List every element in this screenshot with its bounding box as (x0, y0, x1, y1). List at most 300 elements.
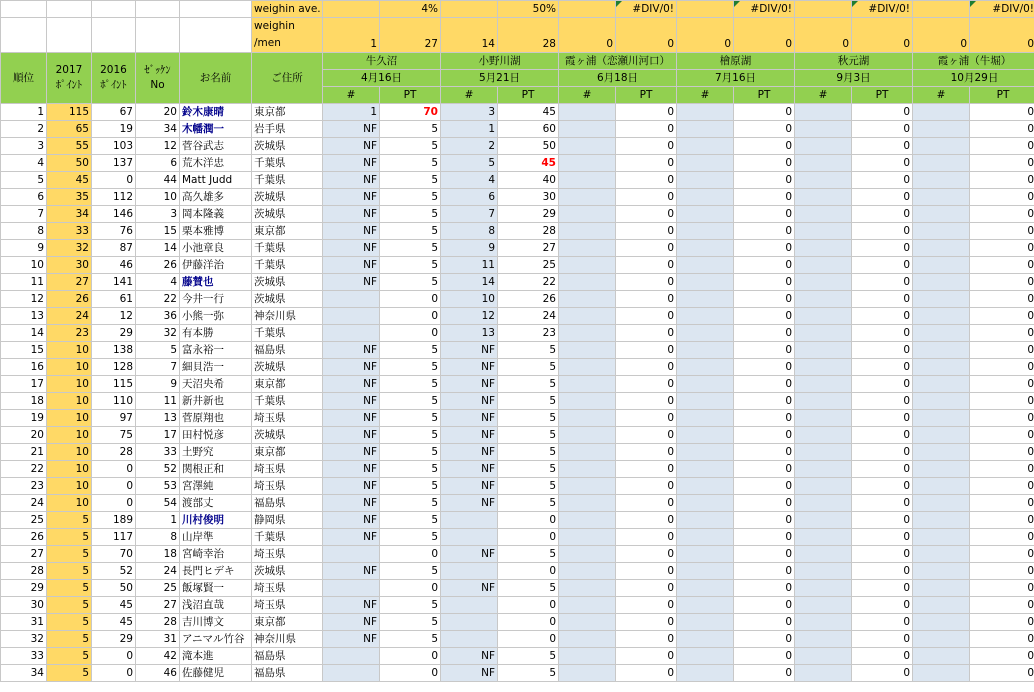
event6-place-cell[interactable] (913, 376, 970, 393)
rank-cell[interactable]: 9 (1, 240, 47, 257)
bib-cell[interactable]: 10 (136, 189, 180, 206)
event3-place-cell[interactable] (559, 376, 616, 393)
event5-place-cell[interactable] (795, 240, 852, 257)
bib-cell[interactable]: 8 (136, 529, 180, 546)
event4-pt-cell[interactable]: 0 (734, 461, 795, 478)
event2-pt-cell[interactable]: 5 (498, 342, 559, 359)
event4-pt-cell[interactable]: 0 (734, 189, 795, 206)
points-2017-cell[interactable]: 10 (47, 359, 92, 376)
event6-place-cell[interactable] (913, 274, 970, 291)
event1-pt-cell[interactable]: 5 (380, 223, 441, 240)
event1-place-cell[interactable] (323, 648, 380, 665)
points-2016-cell[interactable]: 61 (92, 291, 136, 308)
event4-place-cell[interactable] (677, 512, 734, 529)
address-cell[interactable]: 福島県 (252, 648, 323, 665)
points-2017-cell[interactable]: 10 (47, 376, 92, 393)
event1-place-cell[interactable] (323, 546, 380, 563)
event3-place-cell[interactable] (559, 546, 616, 563)
event6-pt-cell[interactable]: 0 (970, 580, 1034, 597)
points-2017-cell[interactable]: 10 (47, 461, 92, 478)
rank-cell[interactable]: 17 (1, 376, 47, 393)
event1-pt-cell[interactable]: 5 (380, 529, 441, 546)
event2-place-cell[interactable]: NF (441, 359, 498, 376)
points-2017-cell[interactable]: 5 (47, 563, 92, 580)
weighin-men-total[interactable]: 0 (734, 18, 795, 53)
blank-cell[interactable] (47, 18, 92, 53)
bib-cell[interactable]: 25 (136, 580, 180, 597)
event3-pt-cell[interactable]: 0 (616, 274, 677, 291)
bib-cell[interactable]: 33 (136, 444, 180, 461)
points-2017-cell[interactable]: 35 (47, 189, 92, 206)
event1-place-cell[interactable]: NF (323, 410, 380, 427)
event5-place-cell[interactable] (795, 206, 852, 223)
event3-pt-cell[interactable]: 0 (616, 291, 677, 308)
event5-place-cell[interactable] (795, 427, 852, 444)
header-pt[interactable]: PT (616, 87, 677, 104)
event6-pt-cell[interactable]: 0 (970, 546, 1034, 563)
event5-pt-cell[interactable]: 0 (852, 325, 913, 342)
event5-pt-cell[interactable]: 0 (852, 359, 913, 376)
event2-pt-cell[interactable]: 5 (498, 410, 559, 427)
event4-pt-cell[interactable]: 0 (734, 614, 795, 631)
event4-place-cell[interactable] (677, 257, 734, 274)
event6-pt-cell[interactable]: 0 (970, 376, 1034, 393)
event6-pt-cell[interactable]: 0 (970, 274, 1034, 291)
address-cell[interactable]: 茨城県 (252, 291, 323, 308)
bib-cell[interactable]: 46 (136, 665, 180, 682)
event3-pt-cell[interactable]: 0 (616, 478, 677, 495)
points-2016-cell[interactable]: 19 (92, 121, 136, 138)
event5-place-cell[interactable] (795, 155, 852, 172)
event1-place-cell[interactable]: NF (323, 138, 380, 155)
points-2016-cell[interactable]: 29 (92, 631, 136, 648)
event1-place-cell[interactable]: NF (323, 631, 380, 648)
event2-pt-cell[interactable]: 5 (498, 427, 559, 444)
event4-pt-cell[interactable]: 0 (734, 563, 795, 580)
event4-pt-cell[interactable]: 0 (734, 104, 795, 121)
event4-pt-cell[interactable]: 0 (734, 427, 795, 444)
event5-pt-cell[interactable]: 0 (852, 444, 913, 461)
bib-cell[interactable]: 44 (136, 172, 180, 189)
event-place[interactable]: 秋元湖 (795, 53, 913, 70)
event2-pt-cell[interactable]: 5 (498, 580, 559, 597)
event5-place-cell[interactable] (795, 172, 852, 189)
points-2016-cell[interactable]: 0 (92, 172, 136, 189)
event1-place-cell[interactable]: NF (323, 342, 380, 359)
event6-pt-cell[interactable]: 0 (970, 359, 1034, 376)
event5-place-cell[interactable] (795, 393, 852, 410)
event1-place-cell[interactable] (323, 291, 380, 308)
rank-cell[interactable]: 11 (1, 274, 47, 291)
event1-pt-cell[interactable]: 0 (380, 308, 441, 325)
event3-place-cell[interactable] (559, 223, 616, 240)
event1-place-cell[interactable] (323, 665, 380, 682)
bib-cell[interactable]: 15 (136, 223, 180, 240)
event2-pt-cell[interactable]: 24 (498, 308, 559, 325)
points-2016-cell[interactable]: 29 (92, 325, 136, 342)
points-2017-cell[interactable]: 10 (47, 478, 92, 495)
event2-pt-cell[interactable]: 25 (498, 257, 559, 274)
event2-pt-cell[interactable]: 5 (498, 461, 559, 478)
rank-cell[interactable]: 29 (1, 580, 47, 597)
bib-cell[interactable]: 12 (136, 138, 180, 155)
address-cell[interactable]: 東京都 (252, 104, 323, 121)
event6-place-cell[interactable] (913, 257, 970, 274)
event3-place-cell[interactable] (559, 631, 616, 648)
event5-pt-cell[interactable]: 0 (852, 155, 913, 172)
event5-place-cell[interactable] (795, 121, 852, 138)
event2-pt-cell[interactable]: 5 (498, 648, 559, 665)
event6-pt-cell[interactable]: 0 (970, 495, 1034, 512)
points-2016-cell[interactable]: 141 (92, 274, 136, 291)
points-2016-cell[interactable]: 128 (92, 359, 136, 376)
event3-pt-cell[interactable]: 0 (616, 546, 677, 563)
event5-pt-cell[interactable]: 0 (852, 308, 913, 325)
blank-cell[interactable] (136, 18, 180, 53)
event2-place-cell[interactable]: 4 (441, 172, 498, 189)
event1-pt-cell[interactable]: 0 (380, 291, 441, 308)
points-2017-cell[interactable]: 30 (47, 257, 92, 274)
address-cell[interactable]: 埼玉県 (252, 410, 323, 427)
points-2017-cell[interactable]: 65 (47, 121, 92, 138)
event2-pt-cell[interactable]: 5 (498, 393, 559, 410)
rank-cell[interactable]: 3 (1, 138, 47, 155)
event2-pt-cell[interactable]: 50 (498, 138, 559, 155)
event6-place-cell[interactable] (913, 478, 970, 495)
event5-place-cell[interactable] (795, 580, 852, 597)
rank-cell[interactable]: 33 (1, 648, 47, 665)
weighin-ave-value[interactable]: #DIV/0! (852, 1, 913, 18)
event4-pt-cell[interactable]: 0 (734, 325, 795, 342)
event6-place-cell[interactable] (913, 444, 970, 461)
event2-place-cell[interactable]: 3 (441, 104, 498, 121)
event3-place-cell[interactable] (559, 104, 616, 121)
event2-place-cell[interactable]: NF (441, 648, 498, 665)
event1-place-cell[interactable] (323, 308, 380, 325)
event-place[interactable]: 檜原湖 (677, 53, 795, 70)
event2-pt-cell[interactable]: 0 (498, 563, 559, 580)
name-cell[interactable]: 土野究 (180, 444, 252, 461)
event5-place-cell[interactable] (795, 665, 852, 682)
event4-place-cell[interactable] (677, 155, 734, 172)
event-date[interactable]: 6月18日 (559, 70, 677, 87)
event5-pt-cell[interactable]: 0 (852, 631, 913, 648)
event6-pt-cell[interactable]: 0 (970, 189, 1034, 206)
rank-cell[interactable]: 14 (1, 325, 47, 342)
event5-place-cell[interactable] (795, 257, 852, 274)
bib-cell[interactable]: 36 (136, 308, 180, 325)
address-cell[interactable]: 福島県 (252, 495, 323, 512)
header-pt[interactable]: PT (970, 87, 1034, 104)
event6-place-cell[interactable] (913, 189, 970, 206)
bib-cell[interactable]: 3 (136, 206, 180, 223)
event5-place-cell[interactable] (795, 223, 852, 240)
weighin-ave-value[interactable]: #DIV/0! (616, 1, 677, 18)
event1-pt-cell[interactable]: 5 (380, 478, 441, 495)
points-2016-cell[interactable]: 97 (92, 410, 136, 427)
rank-cell[interactable]: 8 (1, 223, 47, 240)
rank-cell[interactable]: 18 (1, 393, 47, 410)
event2-place-cell[interactable]: 6 (441, 189, 498, 206)
name-cell[interactable]: 鈴木康晴 (180, 104, 252, 121)
rank-cell[interactable]: 23 (1, 478, 47, 495)
event1-place-cell[interactable] (323, 325, 380, 342)
name-cell[interactable]: 細貝浩一 (180, 359, 252, 376)
event1-pt-cell[interactable]: 5 (380, 155, 441, 172)
event4-place-cell[interactable] (677, 274, 734, 291)
event4-pt-cell[interactable]: 0 (734, 393, 795, 410)
event1-pt-cell[interactable]: 70 (380, 104, 441, 121)
event4-pt-cell[interactable]: 0 (734, 631, 795, 648)
event2-place-cell[interactable] (441, 614, 498, 631)
address-cell[interactable]: 埼玉県 (252, 546, 323, 563)
event4-pt-cell[interactable]: 0 (734, 376, 795, 393)
weighin-ave-blank[interactable] (559, 1, 616, 18)
name-cell[interactable]: 藤賛也 (180, 274, 252, 291)
event5-pt-cell[interactable]: 0 (852, 376, 913, 393)
bib-cell[interactable]: 9 (136, 376, 180, 393)
points-2016-cell[interactable]: 87 (92, 240, 136, 257)
event3-pt-cell[interactable]: 0 (616, 342, 677, 359)
event4-pt-cell[interactable]: 0 (734, 274, 795, 291)
event3-pt-cell[interactable]: 0 (616, 121, 677, 138)
event2-pt-cell[interactable]: 0 (498, 512, 559, 529)
event-date[interactable]: 9月3日 (795, 70, 913, 87)
rank-cell[interactable]: 5 (1, 172, 47, 189)
event5-place-cell[interactable] (795, 495, 852, 512)
weighin-ave-value[interactable]: #DIV/0! (734, 1, 795, 18)
event3-place-cell[interactable] (559, 172, 616, 189)
event4-pt-cell[interactable]: 0 (734, 665, 795, 682)
event6-pt-cell[interactable]: 0 (970, 104, 1034, 121)
bib-cell[interactable]: 5 (136, 342, 180, 359)
event2-place-cell[interactable] (441, 597, 498, 614)
event1-pt-cell[interactable]: 0 (380, 665, 441, 682)
rank-cell[interactable]: 20 (1, 427, 47, 444)
event3-place-cell[interactable] (559, 512, 616, 529)
event6-place-cell[interactable] (913, 223, 970, 240)
event5-place-cell[interactable] (795, 325, 852, 342)
event1-pt-cell[interactable]: 5 (380, 631, 441, 648)
event3-place-cell[interactable] (559, 495, 616, 512)
event2-place-cell[interactable]: NF (441, 665, 498, 682)
event3-place-cell[interactable] (559, 648, 616, 665)
name-cell[interactable]: 菅谷武志 (180, 138, 252, 155)
event1-place-cell[interactable]: NF (323, 121, 380, 138)
event1-pt-cell[interactable]: 5 (380, 444, 441, 461)
event3-place-cell[interactable] (559, 257, 616, 274)
event6-pt-cell[interactable]: 0 (970, 308, 1034, 325)
event2-pt-cell[interactable]: 0 (498, 597, 559, 614)
weighin-men-total[interactable]: 0 (616, 18, 677, 53)
event4-pt-cell[interactable]: 0 (734, 155, 795, 172)
rank-cell[interactable]: 7 (1, 206, 47, 223)
blank-cell[interactable] (92, 18, 136, 53)
event2-pt-cell[interactable]: 0 (498, 631, 559, 648)
event6-pt-cell[interactable]: 0 (970, 393, 1034, 410)
event5-place-cell[interactable] (795, 410, 852, 427)
event2-pt-cell[interactable]: 27 (498, 240, 559, 257)
event1-pt-cell[interactable]: 5 (380, 410, 441, 427)
event5-pt-cell[interactable]: 0 (852, 648, 913, 665)
address-cell[interactable]: 東京都 (252, 614, 323, 631)
points-2016-cell[interactable]: 117 (92, 529, 136, 546)
name-cell[interactable]: 関根正和 (180, 461, 252, 478)
rank-cell[interactable]: 10 (1, 257, 47, 274)
address-cell[interactable]: 東京都 (252, 444, 323, 461)
points-2016-cell[interactable]: 0 (92, 478, 136, 495)
event2-pt-cell[interactable]: 5 (498, 478, 559, 495)
event2-place-cell[interactable]: 9 (441, 240, 498, 257)
bib-cell[interactable]: 17 (136, 427, 180, 444)
event4-place-cell[interactable] (677, 495, 734, 512)
event5-pt-cell[interactable]: 0 (852, 104, 913, 121)
name-cell[interactable]: 佐藤健児 (180, 665, 252, 682)
weighin-men-total[interactable]: 27 (380, 18, 441, 53)
points-2017-cell[interactable]: 5 (47, 648, 92, 665)
event1-place-cell[interactable]: NF (323, 155, 380, 172)
event5-place-cell[interactable] (795, 529, 852, 546)
event3-pt-cell[interactable]: 0 (616, 648, 677, 665)
event3-place-cell[interactable] (559, 614, 616, 631)
header-place-hash[interactable]: # (913, 87, 970, 104)
event3-place-cell[interactable] (559, 206, 616, 223)
event4-pt-cell[interactable]: 0 (734, 580, 795, 597)
event1-place-cell[interactable]: NF (323, 529, 380, 546)
event1-pt-cell[interactable]: 5 (380, 393, 441, 410)
address-cell[interactable]: 千葉県 (252, 172, 323, 189)
event6-place-cell[interactable] (913, 427, 970, 444)
event4-pt-cell[interactable]: 0 (734, 478, 795, 495)
event4-place-cell[interactable] (677, 461, 734, 478)
event3-place-cell[interactable] (559, 138, 616, 155)
address-cell[interactable]: 東京都 (252, 376, 323, 393)
points-2016-cell[interactable]: 112 (92, 189, 136, 206)
points-2017-cell[interactable]: 23 (47, 325, 92, 342)
event6-pt-cell[interactable]: 0 (970, 342, 1034, 359)
event4-place-cell[interactable] (677, 223, 734, 240)
event1-pt-cell[interactable]: 5 (380, 206, 441, 223)
rank-cell[interactable]: 34 (1, 665, 47, 682)
points-2016-cell[interactable]: 45 (92, 614, 136, 631)
header-place-hash[interactable]: # (441, 87, 498, 104)
event6-pt-cell[interactable]: 0 (970, 206, 1034, 223)
rank-cell[interactable]: 28 (1, 563, 47, 580)
blank-cell[interactable] (47, 1, 92, 18)
event4-place-cell[interactable] (677, 665, 734, 682)
bib-cell[interactable]: 7 (136, 359, 180, 376)
name-cell[interactable]: 滝本進 (180, 648, 252, 665)
points-2017-cell[interactable]: 5 (47, 512, 92, 529)
event6-pt-cell[interactable]: 0 (970, 121, 1034, 138)
event2-place-cell[interactable]: NF (441, 342, 498, 359)
event4-place-cell[interactable] (677, 291, 734, 308)
event-date[interactable]: 7月16日 (677, 70, 795, 87)
points-2016-cell[interactable]: 70 (92, 546, 136, 563)
address-cell[interactable]: 茨城県 (252, 274, 323, 291)
event4-place-cell[interactable] (677, 189, 734, 206)
bib-cell[interactable]: 52 (136, 461, 180, 478)
event-date[interactable]: 4月16日 (323, 70, 441, 87)
event6-place-cell[interactable] (913, 563, 970, 580)
weighin-men-count[interactable]: 0 (677, 18, 734, 53)
event4-pt-cell[interactable]: 0 (734, 512, 795, 529)
event1-place-cell[interactable]: NF (323, 427, 380, 444)
points-2016-cell[interactable]: 12 (92, 308, 136, 325)
event6-pt-cell[interactable]: 0 (970, 444, 1034, 461)
event4-place-cell[interactable] (677, 631, 734, 648)
event4-pt-cell[interactable]: 0 (734, 138, 795, 155)
event1-pt-cell[interactable]: 5 (380, 614, 441, 631)
event4-pt-cell[interactable]: 0 (734, 172, 795, 189)
event6-pt-cell[interactable]: 0 (970, 410, 1034, 427)
event6-place-cell[interactable] (913, 172, 970, 189)
event-place[interactable]: 霞ヶ浦（恋瀬川河口） (559, 53, 677, 70)
event1-pt-cell[interactable]: 5 (380, 240, 441, 257)
event6-place-cell[interactable] (913, 155, 970, 172)
weighin-men-label[interactable]: weighin /men (252, 18, 323, 53)
points-2016-cell[interactable]: 146 (92, 206, 136, 223)
event2-place-cell[interactable]: 14 (441, 274, 498, 291)
event3-pt-cell[interactable]: 0 (616, 359, 677, 376)
points-2017-cell[interactable]: 33 (47, 223, 92, 240)
name-cell[interactable]: Matt Judd (180, 172, 252, 189)
event5-place-cell[interactable] (795, 461, 852, 478)
event3-place-cell[interactable] (559, 563, 616, 580)
event3-place-cell[interactable] (559, 393, 616, 410)
name-cell[interactable]: 川村俊明 (180, 512, 252, 529)
event1-pt-cell[interactable]: 5 (380, 461, 441, 478)
event5-pt-cell[interactable]: 0 (852, 172, 913, 189)
address-cell[interactable]: 埼玉県 (252, 478, 323, 495)
event2-place-cell[interactable]: NF (441, 376, 498, 393)
event1-place-cell[interactable]: NF (323, 614, 380, 631)
event1-pt-cell[interactable]: 5 (380, 274, 441, 291)
event3-pt-cell[interactable]: 0 (616, 257, 677, 274)
name-cell[interactable]: 渡部丈 (180, 495, 252, 512)
event6-place-cell[interactable] (913, 597, 970, 614)
address-cell[interactable]: 埼玉県 (252, 461, 323, 478)
event5-place-cell[interactable] (795, 359, 852, 376)
name-cell[interactable]: 天沼央希 (180, 376, 252, 393)
address-cell[interactable]: 福島県 (252, 342, 323, 359)
event4-place-cell[interactable] (677, 376, 734, 393)
event5-place-cell[interactable] (795, 444, 852, 461)
points-2017-cell[interactable]: 50 (47, 155, 92, 172)
rank-cell[interactable]: 19 (1, 410, 47, 427)
address-cell[interactable]: 茨城県 (252, 138, 323, 155)
points-2017-cell[interactable]: 5 (47, 665, 92, 682)
name-cell[interactable]: 吉川博文 (180, 614, 252, 631)
event6-place-cell[interactable] (913, 461, 970, 478)
event1-place-cell[interactable]: NF (323, 172, 380, 189)
event2-pt-cell[interactable]: 0 (498, 614, 559, 631)
blank-cell[interactable] (136, 1, 180, 18)
event3-place-cell[interactable] (559, 529, 616, 546)
event6-pt-cell[interactable]: 0 (970, 563, 1034, 580)
name-cell[interactable]: 浅沼直哉 (180, 597, 252, 614)
event1-pt-cell[interactable]: 5 (380, 359, 441, 376)
name-cell[interactable]: 山岸準 (180, 529, 252, 546)
event1-pt-cell[interactable]: 5 (380, 121, 441, 138)
address-cell[interactable]: 静岡県 (252, 512, 323, 529)
event3-pt-cell[interactable]: 0 (616, 172, 677, 189)
header-2016-points[interactable]: 2016 ﾎﾟｲﾝﾄ (92, 53, 136, 104)
event2-pt-cell[interactable]: 22 (498, 274, 559, 291)
event6-pt-cell[interactable]: 0 (970, 512, 1034, 529)
event3-pt-cell[interactable]: 0 (616, 155, 677, 172)
event2-place-cell[interactable]: 8 (441, 223, 498, 240)
